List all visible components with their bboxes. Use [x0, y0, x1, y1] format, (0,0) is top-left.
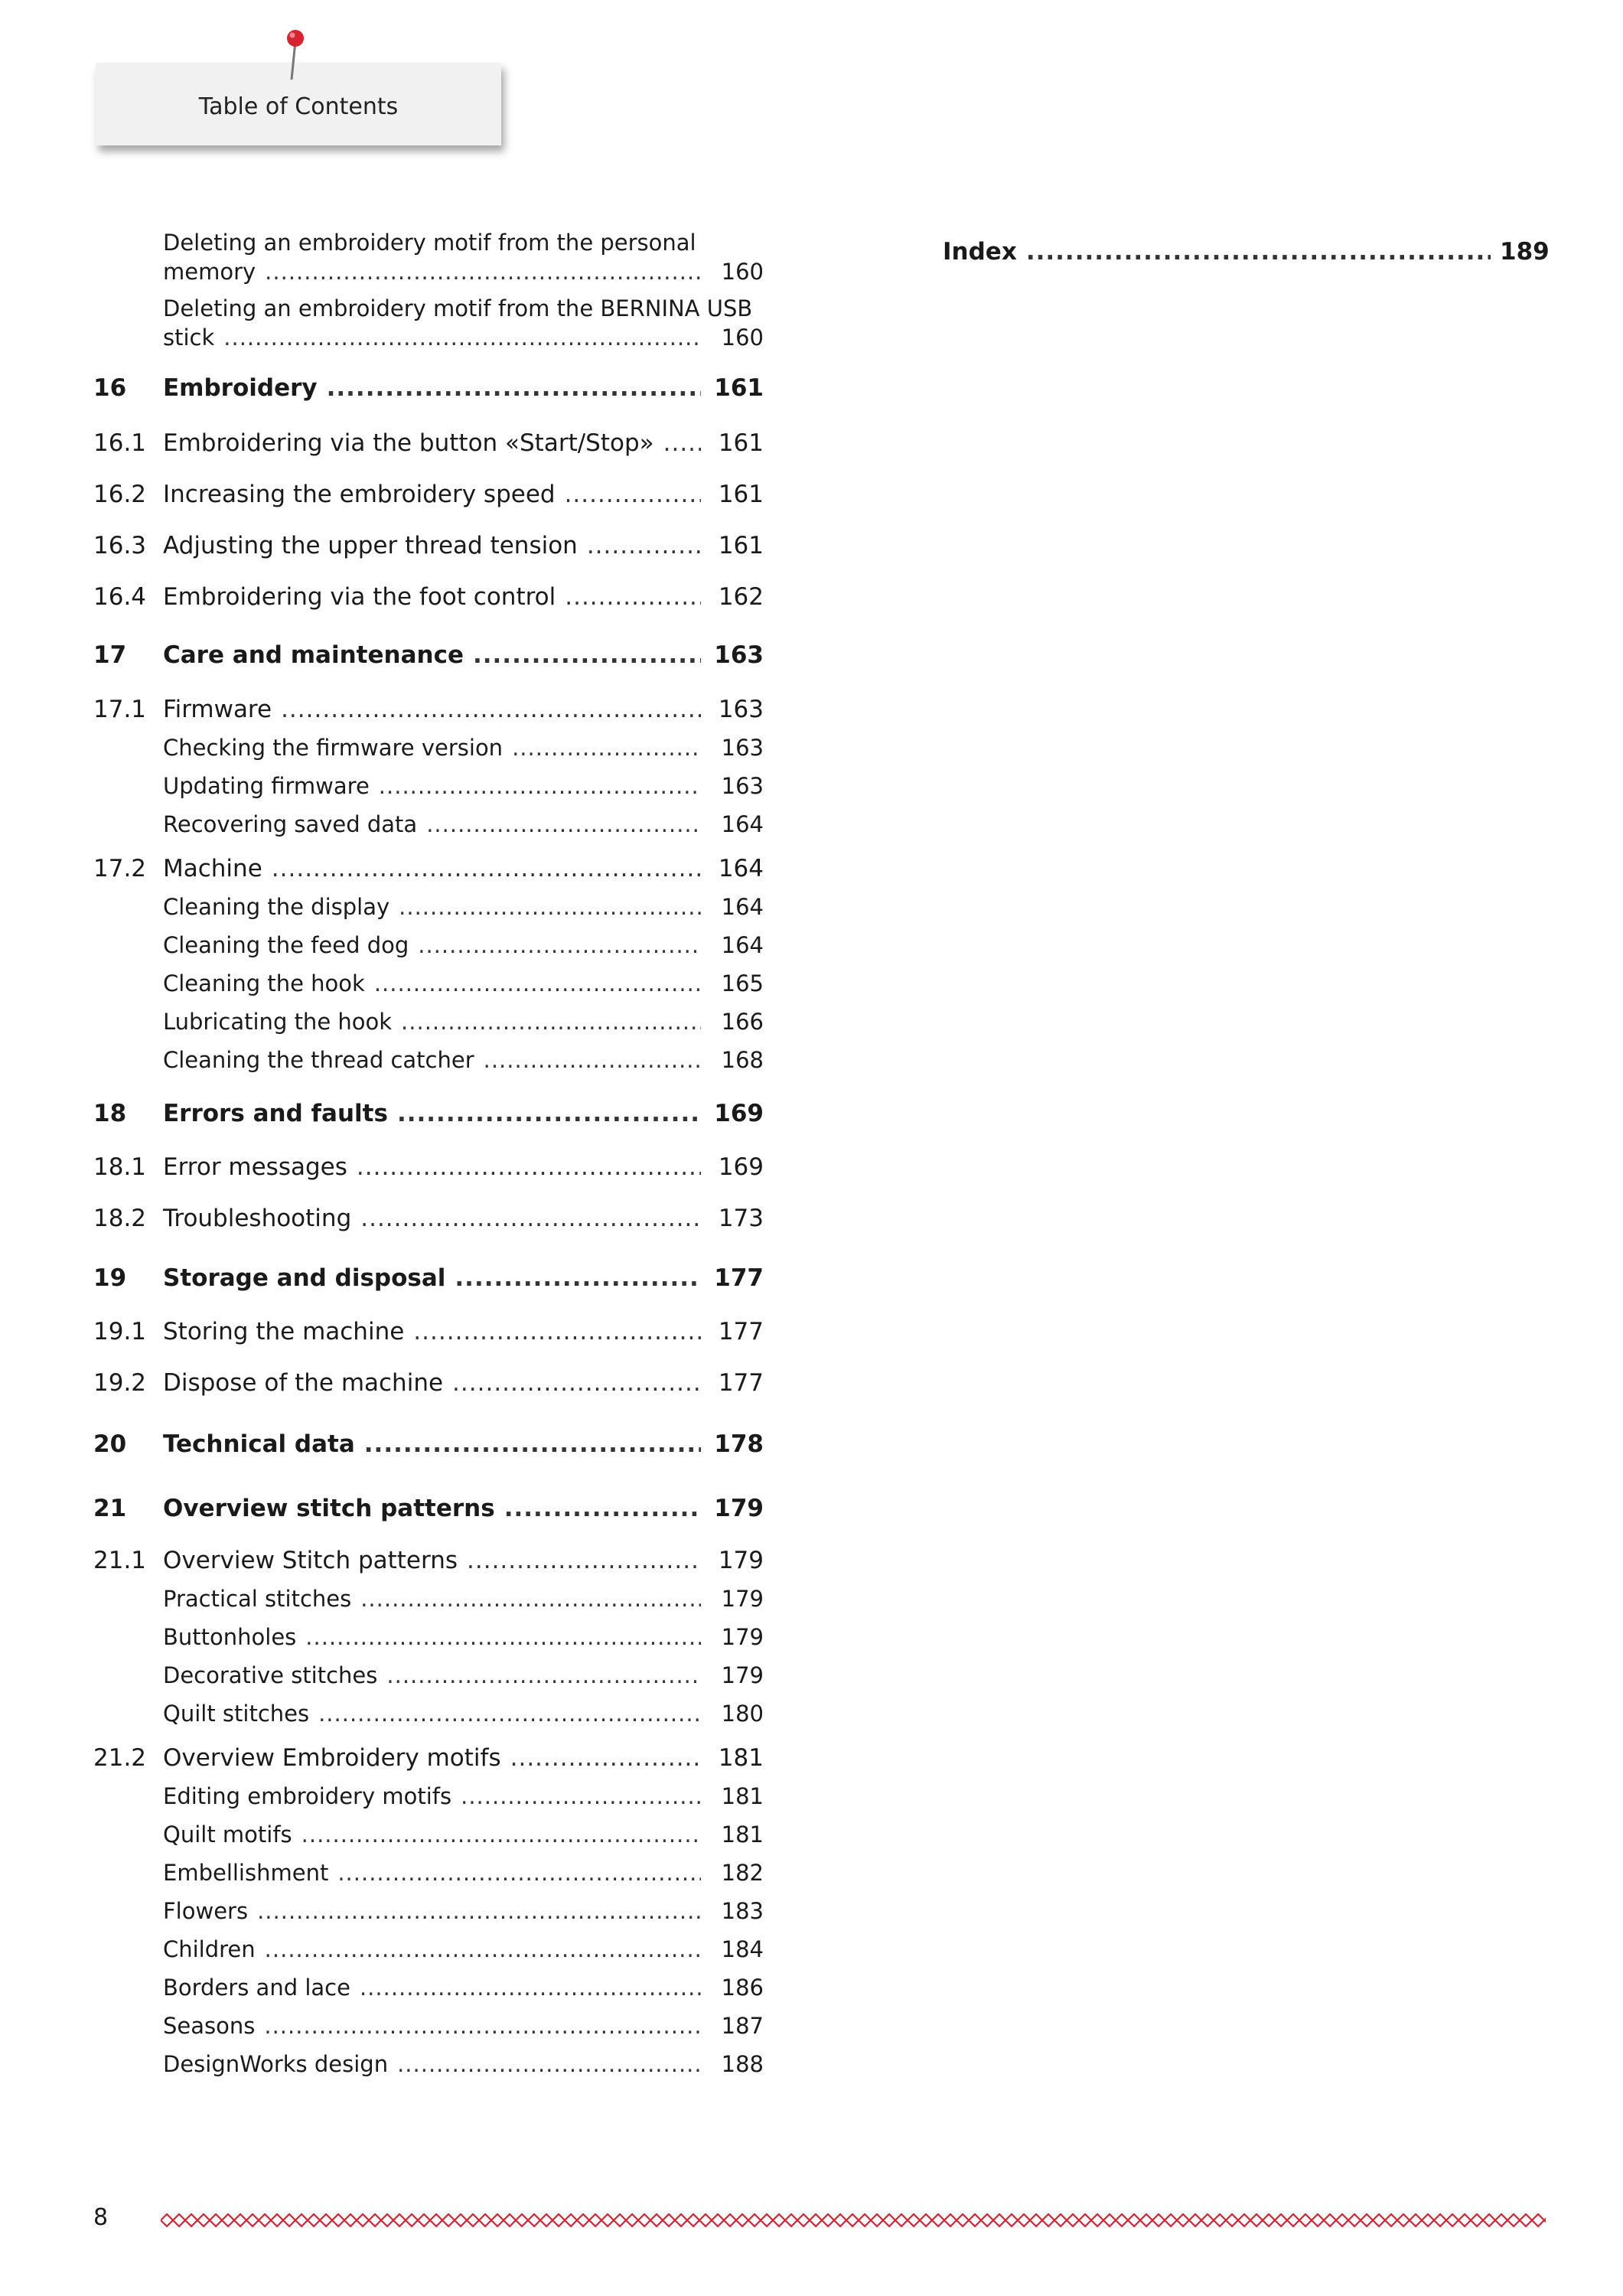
toc-section[interactable]: [93, 1367, 764, 1399]
toc-entry-number: 17: [93, 641, 127, 669]
toc-subsection[interactable]: [93, 1858, 764, 1887]
toc-subsection[interactable]: [93, 1661, 764, 1690]
toc-entry-page: 164: [721, 811, 764, 837]
toc-chapter[interactable]: [93, 1262, 764, 1294]
toc-entry-title: Error messages: [163, 1153, 347, 1181]
toc-entry-title: Storing the machine: [163, 1318, 405, 1345]
toc-subsection[interactable]: [93, 1896, 764, 1926]
toc-entry-page: 179: [718, 1547, 764, 1574]
toc-entry-title: stick: [163, 325, 215, 351]
toc-entry-title: Embroidering via the button «Start/Stop»: [163, 429, 654, 457]
toc-entry-title: Firmware: [163, 696, 272, 723]
toc-chapter[interactable]: [93, 372, 764, 404]
toc-entry-page: 180: [721, 1701, 764, 1727]
toc-entry-title: Children: [163, 1936, 256, 1962]
toc-entry-page: 166: [721, 1009, 764, 1035]
toc-subsection[interactable]: [93, 892, 764, 921]
toc-entry-page: 169: [714, 1100, 764, 1127]
toc-entry-page: 163: [718, 696, 764, 723]
toc-entry-title: Overview stitch patterns: [163, 1495, 495, 1522]
toc-entry-title: Machine: [163, 855, 262, 882]
toc-section[interactable]: [93, 1151, 764, 1183]
toc-entry-number: 16.2: [93, 481, 147, 508]
toc-section[interactable]: [93, 1742, 764, 1774]
toc-entry-number: 17.1: [93, 696, 147, 723]
toc-chapter[interactable]: [93, 1492, 764, 1525]
toc-entry-page: 163: [721, 735, 764, 761]
toc-entry-title: Overview Stitch patterns: [163, 1547, 458, 1574]
toc-entry-number: 21.1: [93, 1547, 147, 1574]
toc-entry-page: 163: [721, 773, 764, 799]
toc-entry-title: Cleaning the display: [163, 894, 390, 920]
toc-entry-page: 177: [718, 1369, 764, 1397]
toc-section[interactable]: [93, 1544, 764, 1577]
toc-subsection[interactable]: [93, 2011, 764, 2040]
page-number: 8: [93, 2204, 109, 2231]
toc-entry-page: 181: [718, 1744, 764, 1772]
toc-entry-number: 21: [93, 1495, 127, 1522]
toc-entry-title: Technical data: [163, 1430, 355, 1458]
toc-entry-number: 16: [93, 374, 127, 402]
toc-entry-page: 160: [721, 259, 764, 285]
toc-entry-number: 19: [93, 1264, 127, 1292]
toc-entry-title: Checking the firmware version: [163, 735, 504, 761]
toc-entry-number: 18.1: [93, 1153, 147, 1181]
toc-entry-title: Troubleshooting: [163, 1205, 352, 1232]
toc-entry-page: 179: [721, 1586, 764, 1612]
toc-entry-number: 16.4: [93, 583, 147, 611]
toc-chapter[interactable]: [93, 1428, 764, 1460]
toc-entry-number: 17.2: [93, 855, 147, 882]
toc-entry-title: Editing embroidery motifs: [163, 1783, 452, 1809]
toc-subsection[interactable]: [93, 969, 764, 998]
toc-entry-page: 161: [714, 374, 764, 402]
toc-section[interactable]: [93, 853, 764, 885]
toc-section[interactable]: [93, 1316, 764, 1348]
toc-subsection[interactable]: [93, 1007, 764, 1036]
toc-entry-title: Care and maintenance: [163, 641, 464, 669]
toc-entry-page: 178: [714, 1430, 764, 1458]
toc-entry-page: 164: [721, 932, 764, 958]
toc-entry-page: 168: [721, 1047, 764, 1073]
toc-entry-page: 161: [718, 481, 764, 508]
toc-entry-title: Flowers: [163, 1898, 249, 1924]
toc-subsection[interactable]: [93, 810, 764, 839]
toc-entry[interactable]: [93, 228, 764, 286]
toc-entry-title: Adjusting the upper thread tension: [163, 532, 578, 559]
toc-entry-page: 182: [721, 1860, 764, 1886]
toc-entry-title: Embroidery: [163, 374, 318, 402]
toc-entry-title: Deleting an embroidery motif from the personal: [163, 230, 696, 256]
toc-entry-number: 19.1: [93, 1318, 147, 1345]
pin-icon: [280, 28, 311, 83]
toc-entry-number: 19.2: [93, 1369, 147, 1397]
toc-entry-page: 161: [718, 429, 764, 457]
toc-subsection[interactable]: [93, 1935, 764, 1964]
toc-entry-page: 181: [721, 1783, 764, 1809]
toc-entry-title: Practical stitches: [163, 1586, 352, 1612]
toc-chapter[interactable]: [93, 1097, 764, 1130]
toc-section[interactable]: [93, 530, 764, 562]
toc-section[interactable]: [93, 1202, 764, 1234]
toc-entry-title: Dispose of the machine: [163, 1369, 444, 1397]
toc-subsection[interactable]: [93, 1820, 764, 1849]
toc-entry-page: 186: [721, 1975, 764, 2001]
toc-entry-title: DesignWorks design: [163, 2051, 389, 2077]
toc-entry-title: Cleaning the feed dog: [163, 932, 409, 958]
toc-entry-page: 189: [1500, 238, 1550, 266]
toc-entry-page: 162: [718, 583, 764, 611]
toc-entry-title: Errors and faults: [163, 1100, 388, 1127]
toc-section[interactable]: [93, 581, 764, 613]
toc-subsection[interactable]: [93, 1623, 764, 1652]
toc-entry-title: Quilt stitches: [163, 1701, 310, 1727]
toc-entry-page: 187: [721, 2013, 764, 2039]
stitch-border-decoration: [161, 2210, 1546, 2230]
toc-entry-title: Increasing the embroidery speed: [163, 481, 556, 508]
toc-entry-page: 173: [718, 1205, 764, 1232]
toc-subsection[interactable]: [93, 1584, 764, 1613]
toc-entry-page: 179: [721, 1624, 764, 1650]
toc-entry-title: memory: [163, 259, 256, 285]
toc-entry-page: 165: [721, 970, 764, 996]
toc-entry-number: 16.3: [93, 532, 147, 559]
toc-subsection[interactable]: [93, 1973, 764, 2002]
toc-subsection[interactable]: [93, 1699, 764, 1728]
toc-list: [93, 228, 764, 2079]
toc-subsection[interactable]: [93, 771, 764, 801]
toc-entry-page: 188: [721, 2051, 764, 2077]
toc-subsection[interactable]: [93, 1045, 764, 1075]
toc-entry-page: 177: [714, 1264, 764, 1292]
toc-entry-title: Decorative stitches: [163, 1662, 378, 1688]
toc-entry-title: Embroidering via the foot control: [163, 583, 556, 611]
page-title: Table of Contents: [198, 93, 399, 120]
toc-entry-page: 164: [718, 855, 764, 882]
toc-entry-title: Cleaning the thread catcher: [163, 1047, 474, 1073]
toc-entry-title: Lubricating the hook: [163, 1009, 393, 1035]
toc-entry[interactable]: [93, 294, 764, 352]
toc-entry-number: 21.2: [93, 1744, 147, 1772]
toc-subsection[interactable]: [93, 1782, 764, 1811]
toc-subsection[interactable]: [93, 733, 764, 762]
toc-subsection[interactable]: [93, 2050, 764, 2079]
toc-index-entry[interactable]: [943, 236, 1550, 268]
toc-section[interactable]: [93, 427, 764, 459]
toc-entry-page: 177: [718, 1318, 764, 1345]
toc-entry-title: Updating firmware: [163, 773, 370, 799]
toc-entry-page: 161: [718, 532, 764, 559]
toc-entry-title: Deleting an embroidery motif from the BERNINA USB: [163, 295, 753, 321]
toc-entry-number: 20: [93, 1430, 127, 1458]
toc-entry-page: 179: [721, 1662, 764, 1688]
toc-entry-number: 18: [93, 1100, 127, 1127]
toc-entry-number: 16.1: [93, 429, 147, 457]
toc-entry-page: 169: [718, 1153, 764, 1181]
index-column: [943, 236, 1550, 268]
toc-entry-page: 183: [721, 1898, 764, 1924]
toc-chapter[interactable]: [93, 639, 764, 671]
toc-entry-page: 184: [721, 1936, 764, 1962]
toc-entry-title: Cleaning the hook: [163, 970, 365, 996]
toc-entry-title: Buttonholes: [163, 1624, 297, 1650]
toc-entry-title: Index: [943, 238, 1017, 266]
toc-entry-title: Quilt motifs: [163, 1821, 292, 1848]
toc-entry-title: Recovering saved data: [163, 811, 418, 837]
toc-entry-title: Overview Embroidery motifs: [163, 1744, 501, 1772]
toc-entry-page: 179: [714, 1495, 764, 1522]
toc-entry-title: Storage and disposal: [163, 1264, 446, 1292]
toc-entry-title: Seasons: [163, 2013, 256, 2039]
toc-entry-page: 164: [721, 894, 764, 920]
toc-entry-title: Borders and lace: [163, 1975, 350, 2001]
toc-entry-page: 181: [721, 1821, 764, 1848]
toc-entry-number: 18.2: [93, 1205, 147, 1232]
toc-entry-page: 160: [721, 325, 764, 351]
toc-section[interactable]: [93, 693, 764, 726]
toc-entry-title: Embellishment: [163, 1860, 329, 1886]
toc-subsection[interactable]: [93, 931, 764, 960]
toc-entry-page: 163: [714, 641, 764, 669]
toc-section[interactable]: [93, 478, 764, 510]
